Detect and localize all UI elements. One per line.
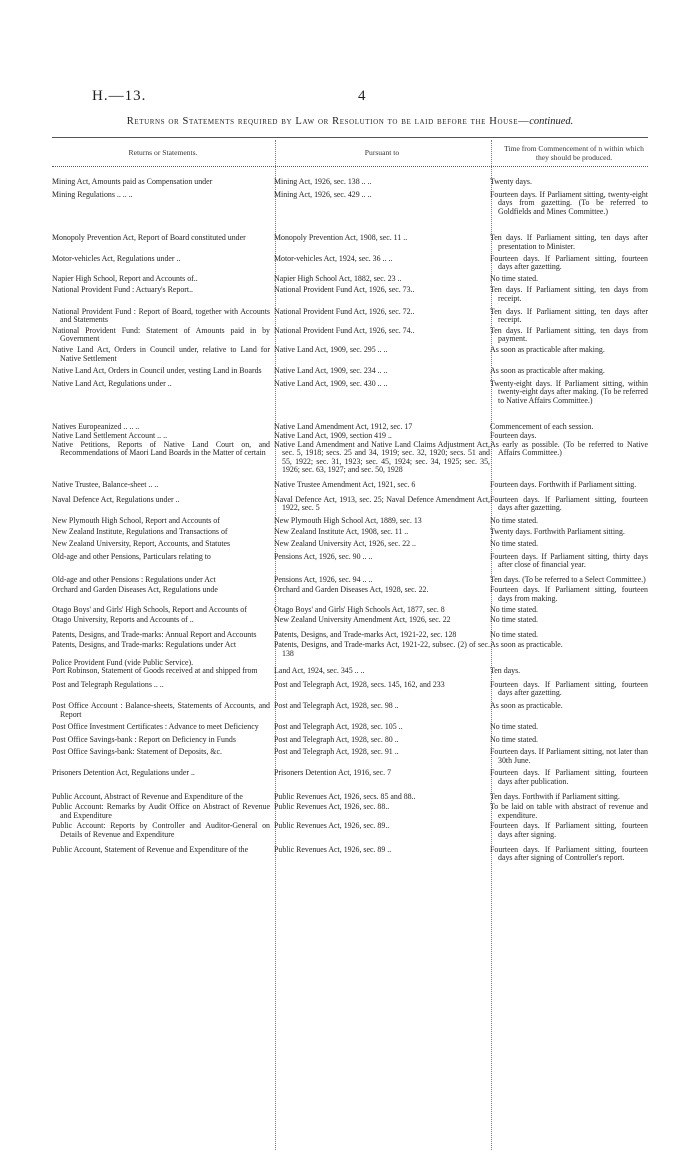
- row-time-cell: To be laid on table with abstract of revenue and expenditure.: [490, 802, 648, 820]
- row-pursuant-cell: Post and Telegraph Act, 1928, sec. 98 ..: [274, 700, 399, 710]
- column-header-pursuant: Pursuant to: [364, 148, 400, 157]
- page-number: 4: [358, 88, 366, 104]
- row-returns-cell: Public Account: Reports by Controller and Auditor-General on Details of Revenue and Expenditure: [52, 821, 270, 840]
- row-pursuant-cell: Patents, Designs, and Trade-marks Act, 1921-22, sec. 128: [274, 629, 457, 639]
- row-returns-cell: Naval Defence Act, Regulations under ..: [52, 494, 180, 504]
- row-time-cell: Ten days. If Parliament sitting, ten days from payment.: [490, 325, 648, 344]
- row-returns-cell: Otago University, Reports and Accounts of ..: [52, 615, 194, 625]
- row-returns-cell: Mining Regulations .. .. ..: [52, 189, 133, 199]
- table-row: [52, 481, 648, 490]
- row-pursuant-cell: Public Revenues Act, 1926, sec. 89 ..: [274, 844, 392, 854]
- row-returns-cell: Public Account: Remarks by Audit Office on Abstract of Revenue and Expenditure: [52, 802, 270, 820]
- table-row: [52, 736, 648, 745]
- table-row: [52, 308, 648, 325]
- row-time-cell: Twenty days.: [490, 177, 532, 186]
- table-row: [52, 496, 648, 513]
- table-row: [52, 803, 648, 820]
- row-time-cell: Fourteen days. If Parliament sitting, fourteen days after gazetting.: [490, 679, 648, 698]
- row-pursuant-cell: Native Land Act, 1909, sec. 430 .. ..: [274, 378, 388, 388]
- row-returns-cell: Motor-vehicles Act, Regulations under ..: [52, 253, 181, 263]
- table-row: [52, 367, 648, 376]
- row-returns-cell: Port Robinson, Statement of Goods received at and shipped from: [52, 666, 258, 676]
- row-pursuant-cell: Post and Telegraph Act, 1928, secs. 145, 162, and 233: [274, 679, 445, 689]
- row-returns-cell: Mining Act, Amounts paid as Compensation under: [52, 177, 213, 186]
- row-time-cell: Fourteen days. If Parliament sitting, thirty days after close of financial year.: [490, 551, 648, 570]
- row-pursuant-cell: Naval Defence Act, 1913, sec. 25; Naval Defence Amendment Act, 1922, sec. 5: [274, 494, 490, 513]
- row-returns-cell: National Provident Fund : Report of Board, together with Accounts and Statements: [52, 306, 270, 325]
- row-returns-cell: Post Office Savings-bank: Statement of Deposits, &c.: [52, 747, 222, 757]
- row-pursuant-cell: Motor-vehicles Act, 1924, sec. 36 .. ..: [274, 253, 393, 263]
- row-returns-cell: Orchard and Garden Diseases Act, Regulations unde: [52, 585, 218, 595]
- row-time-cell: Fourteen days. Forthwith if Parliament sitting.: [490, 480, 637, 490]
- table-row: [52, 641, 648, 658]
- title-rule: [52, 137, 648, 138]
- table-row: [52, 769, 648, 786]
- table-row: [52, 793, 648, 802]
- row-pursuant-cell: New Zealand University Amendment Act, 1926, sec. 22: [274, 615, 451, 625]
- row-returns-cell: Prisoners Detention Act, Regulations under ..: [52, 768, 195, 778]
- table-row: [52, 586, 648, 603]
- table-row: [52, 702, 648, 719]
- table-row: [52, 681, 648, 698]
- row-pursuant-cell: Mining Act, 1926, sec. 429 .. ..: [274, 189, 372, 199]
- page-title-main: Returns or Statements required by Law or Resolution to be laid before the House—: [126, 116, 530, 127]
- table-row: [52, 606, 648, 615]
- row-pursuant-cell: Mining Act, 1926, sec. 138 .. ..: [274, 177, 372, 186]
- row-time-cell: Twenty days. Forthwith Parliament sitting.: [490, 527, 625, 537]
- row-time-cell: Fourteen days. If Parliament sitting, fourteen days after signing.: [490, 821, 648, 840]
- row-returns-cell: Monopoly Prevention Act, Report of Board constituted under: [52, 233, 246, 243]
- row-time-cell: Fourteen days. If Parliament sitting, fourteen days after gazetting.: [490, 494, 648, 513]
- row-time-cell: No time stated.: [490, 722, 538, 732]
- table-row: [52, 846, 648, 863]
- table-row: [52, 553, 648, 570]
- row-pursuant-cell: Post and Telegraph Act, 1928, sec. 80 ..: [274, 734, 399, 744]
- row-time-cell: Fourteen days. If Parliament sitting, fourteen days from making.: [490, 585, 648, 603]
- row-time-cell: Fourteen days. If Parliament sitting, twenty-eight days from gazetting. (To be referred to Goldfields and Mines Committee.): [490, 189, 648, 216]
- row-pursuant-cell: Otago Boys' and Girls' High Schools Act, 1877, sec. 8: [274, 604, 445, 614]
- row-time-cell: Ten days. If Parliament sitting, ten days after receipt.: [490, 306, 648, 325]
- column-header-time: Time from Commencement of n within which they should be produced.: [504, 144, 644, 162]
- row-pursuant-cell: Native Land Act, 1909, sec. 295 .. ..: [274, 344, 388, 354]
- table-row: [52, 327, 648, 344]
- row-pursuant-cell: Pensions Act, 1926, sec. 90 .. ..: [274, 551, 373, 561]
- row-pursuant-cell: Orchard and Garden Diseases Act, 1928, sec. 22.: [274, 585, 429, 595]
- row-pursuant-cell: Native Trustee Amendment Act, 1921, sec. 6: [274, 480, 416, 490]
- table-row: [52, 286, 648, 303]
- row-returns-cell: Otago Boys' and Girls' High Schools, Report and Accounts of: [52, 604, 247, 614]
- page-title: [0, 116, 700, 127]
- row-returns-cell: Patents, Designs, and Trade-marks: Regulations under Act: [52, 640, 237, 650]
- row-time-cell: No time stated.: [490, 604, 538, 614]
- column-header-returns: Returns or Statements.: [128, 148, 198, 157]
- row-pursuant-cell: Public Revenues Act, 1926, secs. 85 and 88..: [274, 791, 416, 801]
- row-time-cell: Ten days. (To be referred to a Select Committee.): [490, 574, 646, 584]
- table-row: [52, 255, 648, 272]
- table-row: [52, 667, 648, 676]
- table-row: [52, 234, 648, 251]
- row-time-cell: As early as possible. (To be referred to Native Affairs Committee.): [490, 439, 648, 458]
- document-reference: H.—13.: [92, 88, 147, 104]
- table-row: [52, 380, 648, 406]
- row-time-cell: As soon as practicable.: [490, 700, 563, 710]
- table-row: [52, 540, 648, 549]
- row-time-cell: No time stated.: [490, 629, 538, 639]
- row-returns-cell: Post Office Investment Certificates : Advance to meet Deficiency: [52, 722, 259, 732]
- row-time-cell: Fourteen days. If Parliament sitting, not later than 30th June.: [490, 747, 648, 765]
- row-pursuant-cell: Native Land Act, 1909, section 419 ..: [274, 431, 392, 441]
- row-pursuant-cell: Post and Telegraph Act, 1928, sec. 105 ..: [274, 722, 403, 732]
- row-returns-cell: National Provident Fund : Actuary's Report..: [52, 285, 194, 295]
- table-row: [52, 528, 648, 537]
- row-pursuant-cell: Native Land Amendment and Native Land Claims Adjustment Act, sec. 5, 1918; secs. 25 and 34, 1919; sec. 32, 1920; secs. 51 and 55, 1922; sec. 31, 1923; sec. 45, 1924; sec. 34, 1925; sec. 35, 1926; sec. 63, 1927; and sec. 50, 1928: [274, 439, 490, 475]
- table-row: [52, 191, 648, 217]
- row-pursuant-cell: Public Revenues Act, 1926, sec. 89..: [274, 821, 390, 831]
- row-time-cell: Fourteen days. If Parliament sitting, fourteen days after gazetting.: [490, 253, 648, 272]
- table-row: [52, 631, 648, 640]
- row-pursuant-cell: Pensions Act, 1926, sec. 94 .. ..: [274, 574, 373, 584]
- row-returns-cell: National Provident Fund: Statement of Amounts paid in by Government: [52, 325, 270, 344]
- table-row: [52, 748, 648, 765]
- row-time-cell: No time stated.: [490, 734, 538, 744]
- table-row: [52, 517, 648, 526]
- row-pursuant-cell: Monopoly Prevention Act, 1908, sec. 11 ..: [274, 233, 408, 243]
- row-time-cell: Twenty-eight days. If Parliament sitting, within twenty-eight days after making. (To be referred to Native Affairs Committee.): [490, 378, 648, 405]
- row-time-cell: Fourteen days.: [490, 431, 537, 441]
- row-returns-cell: Police Provident Fund (vide Public Service).: [52, 657, 194, 667]
- row-pursuant-cell: Patents, Designs, and Trade-marks Act, 1921-22, subsec. (2) of sec. 138: [274, 640, 490, 658]
- row-pursuant-cell: Native Land Amendment Act, 1912, sec. 17: [274, 422, 413, 432]
- row-returns-cell: New Plymouth High School, Report and Accounts of: [52, 515, 220, 525]
- row-returns-cell: Post and Telegraph Regulations .. ..: [52, 679, 164, 689]
- row-pursuant-cell: Prisoners Detention Act, 1916, sec. 7: [274, 768, 392, 778]
- table-row: [52, 441, 648, 475]
- table-row: [52, 576, 648, 585]
- row-time-cell: No time stated.: [490, 615, 538, 625]
- row-pursuant-cell: Napier High School Act, 1882, sec. 23 ..: [274, 273, 402, 283]
- row-time-cell: Ten days. If Parliament sitting, ten days from receipt.: [490, 285, 648, 303]
- row-returns-cell: Public Account, Statement of Revenue and Expenditure of the: [52, 844, 249, 854]
- row-returns-cell: Native Land Settlement Account .. ..: [52, 431, 168, 441]
- row-returns-cell: Patents, Designs, and Trade-marks: Annual Report and Accounts: [52, 629, 257, 639]
- row-time-cell: As soon as practicable after making.: [490, 344, 605, 354]
- row-pursuant-cell: National Provident Fund Act, 1926, sec. 73..: [274, 285, 415, 295]
- table-row: [52, 723, 648, 732]
- row-pursuant-cell: Post and Telegraph Act, 1928, sec. 91 ..: [274, 747, 399, 757]
- row-pursuant-cell: National Provident Fund Act, 1926, sec. 74..: [274, 325, 415, 335]
- row-time-cell: Commencement of each session.: [490, 422, 594, 432]
- row-pursuant-cell: National Provident Fund Act, 1926, sec. 72..: [274, 306, 415, 316]
- row-returns-cell: Native Trustee, Balance-sheet .. ..: [52, 480, 159, 490]
- page-header: [0, 88, 700, 112]
- row-pursuant-cell: New Plymouth High School Act, 1889, sec. 13: [274, 515, 422, 525]
- row-returns-cell: Native Land Act, Orders in Council under, vesting Land in Boards: [52, 366, 262, 376]
- table-row: [52, 616, 648, 625]
- row-returns-cell: Native Land Act, Orders in Council under, relative to Land for Native Settlement: [52, 344, 270, 363]
- row-pursuant-cell: Land Act, 1924, sec. 345 .. ..: [274, 666, 365, 676]
- row-time-cell: Fourteen days. If Parliament sitting, fourteen days after signing of Controller's report.: [490, 844, 648, 863]
- table-row: [52, 178, 648, 187]
- row-returns-cell: Napier High School, Report and Accounts of..: [52, 273, 198, 283]
- row-time-cell: Fourteen days. If Parliament sitting, fourteen days after publication.: [490, 768, 648, 787]
- row-time-cell: Ten days. If Parliament sitting, ten days after presentation to Minister.: [490, 233, 648, 251]
- header-rule: [52, 166, 648, 167]
- row-pursuant-cell: Native Land Act, 1909, sec. 234 .. ..: [274, 366, 388, 376]
- row-returns-cell: Old-age and other Pensions : Regulations under Act: [52, 574, 216, 584]
- row-returns-cell: New Zealand Institute, Regulations and Transactions of: [52, 527, 228, 537]
- row-time-cell: No time stated.: [490, 515, 538, 525]
- row-returns-cell: Public Account, Abstract of Revenue and Expenditure of the: [52, 791, 243, 801]
- row-time-cell: Ten days. Forthwith if Parliament sitting.: [490, 791, 620, 801]
- table-row: [52, 822, 648, 839]
- row-returns-cell: Old-age and other Pensions, Particulars relating to: [52, 551, 211, 561]
- row-time-cell: Ten days.: [490, 666, 521, 676]
- table-row: [52, 275, 648, 284]
- row-returns-cell: Post Office Savings-bank : Report on Deficiency in Funds: [52, 734, 236, 744]
- row-pursuant-cell: Public Revenues Act, 1926, sec. 88..: [274, 802, 390, 812]
- row-time-cell: As soon as practicable after making.: [490, 366, 605, 376]
- row-returns-cell: Native Land Act, Regulations under ..: [52, 378, 172, 388]
- row-returns-cell: Post Office Account : Balance-sheets, Statements of Accounts, and Report: [52, 700, 270, 719]
- row-returns-cell: New Zealand University, Report, Accounts, and Statutes: [52, 539, 231, 548]
- row-time-cell: As soon as practicable.: [490, 640, 563, 650]
- row-returns-cell: Native Petitions, Reports of Native Land Court on, and Recommendations of Maori Land Boards in the Matter of certain: [52, 439, 270, 458]
- row-pursuant-cell: New Zealand University Act, 1926, sec. 22 ..: [274, 539, 416, 548]
- row-returns-cell: Natives Europeanized .. .. ..: [52, 422, 140, 432]
- page-title-continued: continued.: [529, 116, 574, 127]
- table-row: [52, 346, 648, 363]
- row-time-cell: No time stated.: [490, 539, 538, 548]
- row-pursuant-cell: New Zealand Institute Act, 1908, sec. 11 ..: [274, 527, 409, 537]
- row-time-cell: No time stated.: [490, 273, 538, 283]
- returns-table: [52, 178, 648, 863]
